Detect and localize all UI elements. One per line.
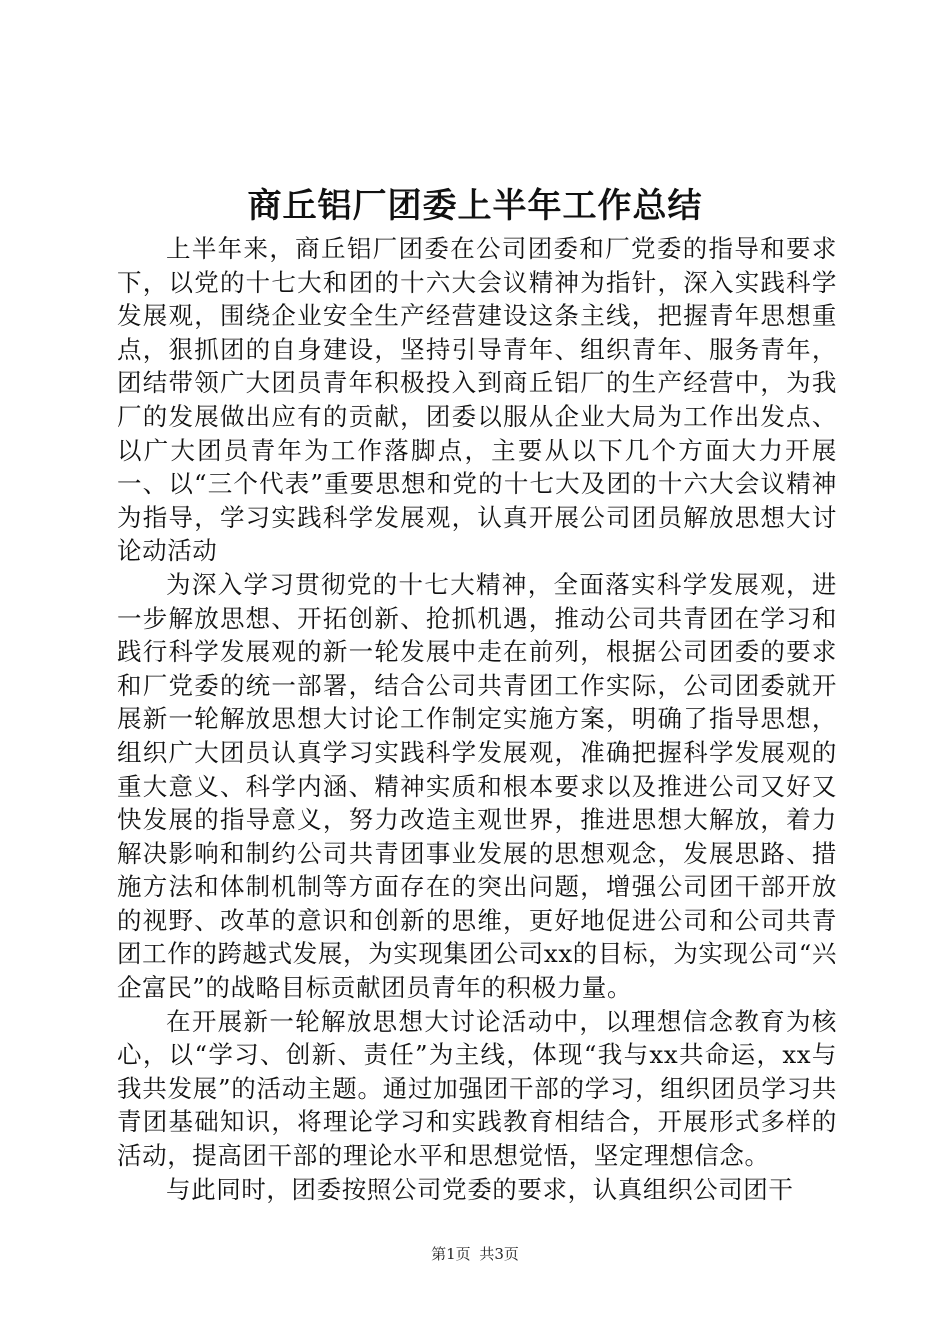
page-total: 共3页 [479, 1245, 519, 1263]
paragraph-3: 在开展新一轮解放思想大讨论活动中，以理想信念教育为核心，以“学习、创新、责任”为主线，体现“我与xx共命运，xx与我共发展”的活动主题。通过加强团干部的学习，组织团员学习共青团基础知识，将理论学习和实践教育相结合，开展形式多样的活动，提高团干部的理论水平和思想觉悟，坚定理想信念。 [117, 1006, 837, 1171]
paragraph-4: 与此同时，团委按照公司党委的要求，认真组织公司团干 [166, 1174, 794, 1204]
page-number: 第1页 [431, 1245, 471, 1263]
page-footer [0, 1244, 950, 1264]
paragraph-2: 为深入学习贯彻党的十七大精神，全面落实科学发展观，进一步解放思想、开拓创新、抢抓机遇，推动公司共青团在学习和践行科学发展观的新一轮发展中走在前列，根据公司团委的要求和厂党委的统一部署，结合公司共青团工作实际，公司团委就开展新一轮解放思想大讨论工作制定实施方案，明确了指导思想，组织广大团员认真学习实践科学发展观，准确把握科学发展观的重大意义、科学内涵、精神实质和根本要求以及推进公司又好又快发展的指导意义，努力改造主观世界，推进思想大解放，着力解决影响和制约公司共青团事业发展的思想观念，发展思路、措施方法和体制机制等方面存在的突出问题，增强公司团干部开放的视野、改革的意识和创新的思维，更好地促进公司和公司共青团工作的跨越式发展，为实现集团公司xx的目标，为实现公司“兴企富民”的战略目标贡献团员青年的积极力量。 [117, 569, 837, 1003]
document-title: 商丘铝厂团委上半年工作总结 [247, 186, 703, 226]
document-body [117, 232, 837, 1206]
paragraph-1: 上半年来，商丘铝厂团委在公司团委和厂党委的指导和要求下，以党的十七大和团的十六大会议精神为指针，深入实践科学发展观，围绕企业安全生产经营建设这条主线，把握青年思想重点，狠抓团的自身建设，坚持引导青年、组织青年、服务青年，团结带领广大团员青年积极投入到商丘铝厂的生产经营中，为我厂的发展做出应有的贡献，团委以服从企业大局为工作出发点、以广大团员青年为工作落脚点，主要从以下几个方面大力开展一、以“三个代表”重要思想和党的十七大及团的十六大会议精神为指导，学习实践科学发展观，认真开展公司团员解放思想大讨论动活动 [117, 234, 837, 566]
